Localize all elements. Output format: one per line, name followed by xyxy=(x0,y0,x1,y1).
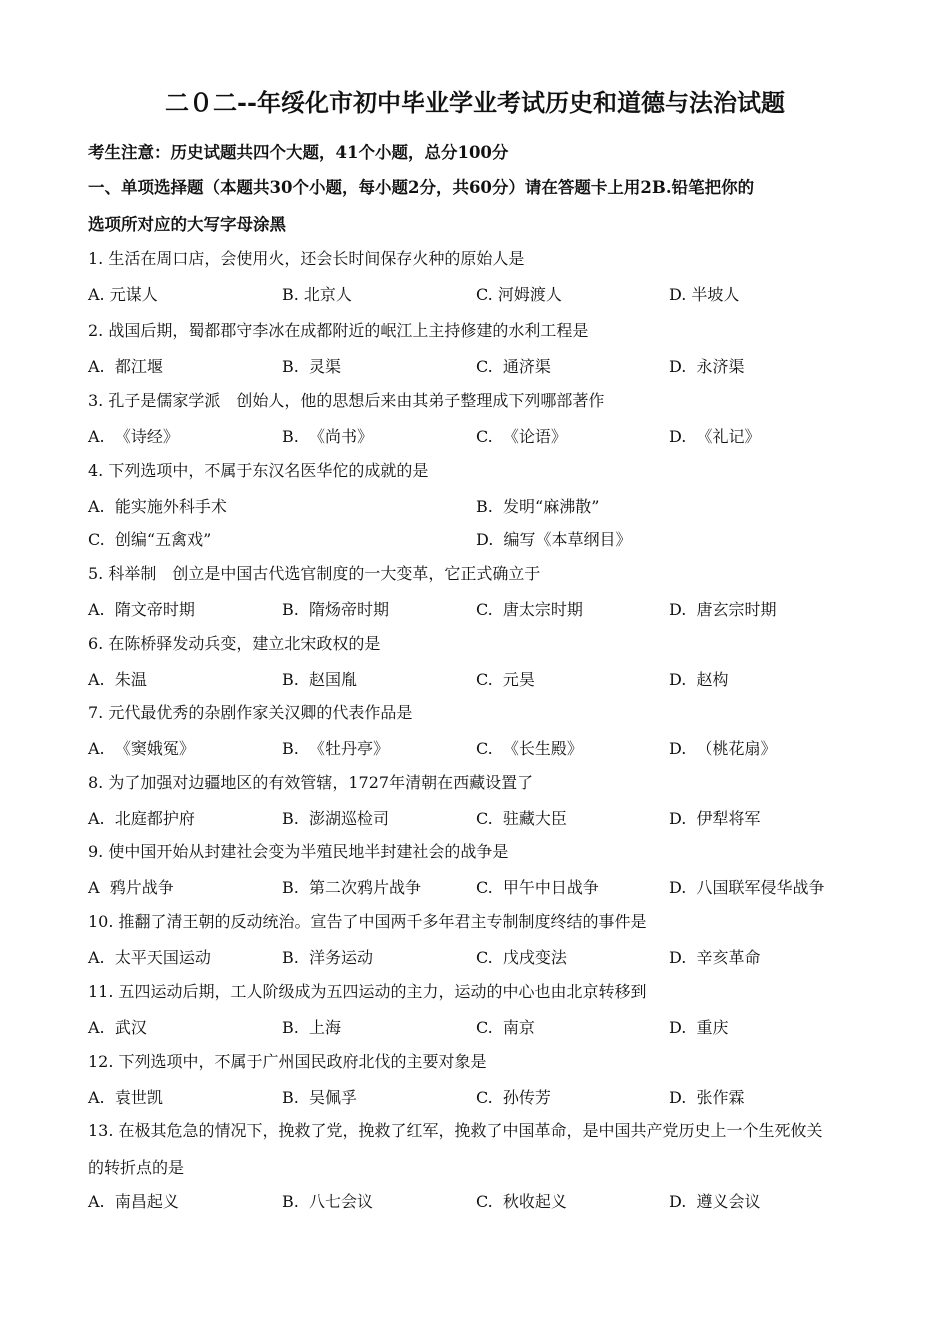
section-heading-cont: 选项所对应的大写字母涂黑 xyxy=(88,215,286,234)
option-d: D. 遵义会议 xyxy=(669,1192,761,1211)
question-stem: 10. 推翻了清王朝的反动统治。宣告了中国两千多年君主专制制度终结的事件是 xyxy=(88,912,647,931)
option-d: D. 重庆 xyxy=(669,1018,729,1037)
option-d: D. 唐玄宗时期 xyxy=(669,600,777,619)
option-a: A. 《窦娥冤》 xyxy=(88,739,195,758)
question-stem: 3. 孔子是儒家学派 创始人，他的思想后来由其弟子整理成下列哪部著作 xyxy=(88,391,605,410)
option-d: D. 辛亥革命 xyxy=(669,948,761,967)
question-stem: 12. 下列选项中，不属于广州国民政府北伐的主要对象是 xyxy=(88,1052,487,1071)
option-c: C. 戊戌变法 xyxy=(476,948,567,967)
option-b: B. 赵国胤 xyxy=(282,670,358,689)
option-b: B. 八七会议 xyxy=(282,1192,374,1211)
option-b: B. 第二次鸦片战争 xyxy=(282,878,422,897)
option-d: D. 伊犁将军 xyxy=(669,809,761,828)
option-a: A. 袁世凯 xyxy=(88,1088,163,1107)
option-b: B. 《牡丹亭》 xyxy=(282,739,390,758)
exam-notice: 考生注意：历史试题共四个大题，41个小题，总分100分 xyxy=(88,143,509,162)
question-stem: 5. 科举制 创立是中国古代选官制度的一大变革，它正式确立于 xyxy=(88,564,541,583)
option-c: C. 《论语》 xyxy=(476,427,567,446)
option-d: D. 张作霖 xyxy=(669,1088,745,1107)
question-stem: 8. 为了加强对边疆地区的有效管辖，1727年清朝在西藏设置了 xyxy=(88,773,534,792)
option-c: C. 河姆渡人 xyxy=(476,285,562,304)
option-b: B. 发明“麻沸散” xyxy=(476,497,600,516)
option-a: A. 武汉 xyxy=(88,1018,147,1037)
question-stem: 6. 在陈桥驿发动兵变，建立北宋政权的是 xyxy=(88,634,381,653)
section-heading: 一、单项选择题（本题共30个小题，每小题2分，共60分）请在答题卡上用2B.铅笔把你的 xyxy=(88,178,755,197)
option-b: B. 隋炀帝时期 xyxy=(282,600,390,619)
option-c: C. 元昊 xyxy=(476,670,535,689)
option-a: A 鸦片战争 xyxy=(88,878,174,897)
option-d: D. 编写《本草纲目》 xyxy=(476,530,632,549)
option-a: A. 朱温 xyxy=(88,670,147,689)
option-c: C. 唐太宗时期 xyxy=(476,600,583,619)
option-a: A. 南昌起义 xyxy=(88,1192,179,1211)
option-d: D. 《礼记》 xyxy=(669,427,761,446)
option-b: B. 灵渠 xyxy=(282,357,342,376)
option-a: A. 北庭都护府 xyxy=(88,809,195,828)
option-a: A. 能实施外科手术 xyxy=(88,497,227,516)
option-b: B. 吴佩孚 xyxy=(282,1088,358,1107)
option-d: D. （桃花扇》 xyxy=(669,739,777,758)
option-d: D. 半坡人 xyxy=(669,285,740,304)
option-b: B. 澎湖巡检司 xyxy=(282,809,390,828)
question-stem: 2. 战国后期，蜀都郡守李冰在成都附近的岷江上主持修建的水利工程是 xyxy=(88,321,589,340)
question-stem-cont: 的转折点的是 xyxy=(88,1158,185,1177)
option-a: A. 元谋人 xyxy=(88,285,158,304)
option-c: C. 甲午中日战争 xyxy=(476,878,599,897)
exam-title: 二０二--年绥化市初中毕业学业考试历史和道德与法治试题 xyxy=(165,88,785,117)
option-b: B. 上海 xyxy=(282,1018,342,1037)
option-c: C. 孙传芳 xyxy=(476,1088,551,1107)
option-b: B. 洋务运动 xyxy=(282,948,374,967)
option-b: B. 北京人 xyxy=(282,285,352,304)
option-b: B. 《尚书》 xyxy=(282,427,374,446)
option-c: C. 秋收起义 xyxy=(476,1192,567,1211)
option-d: D. 永济渠 xyxy=(669,357,745,376)
option-c: C. 创编“五禽戏” xyxy=(88,530,212,549)
question-stem: 7. 元代最优秀的杂剧作家关汉卿的代表作品是 xyxy=(88,703,413,722)
question-stem: 13. 在极其危急的情况下，挽救了党，挽救了红军，挽救了中国革命，是中国共产党历史上一个生死攸关 xyxy=(88,1121,823,1140)
question-stem: 4. 下列选项中，不属于东汉名医华佗的成就的是 xyxy=(88,461,429,480)
option-c: C. 驻藏大臣 xyxy=(476,809,567,828)
option-a: A. 《诗经》 xyxy=(88,427,179,446)
question-stem: 9. 使中国开始从封建社会变为半殖民地半封建社会的战争是 xyxy=(88,842,509,861)
option-a: A. 隋文帝时期 xyxy=(88,600,195,619)
option-a: A. 太平天国运动 xyxy=(88,948,211,967)
option-a: A. 都江堰 xyxy=(88,357,163,376)
option-d: D. 赵构 xyxy=(669,670,729,689)
option-c: C. 通济渠 xyxy=(476,357,551,376)
option-c: C. 《长生殿》 xyxy=(476,739,583,758)
option-c: C. 南京 xyxy=(476,1018,535,1037)
question-stem: 1. 生活在周口店，会使用火，还会长时间保存火种的原始人是 xyxy=(88,249,525,268)
question-stem: 11. 五四运动后期，工人阶级成为五四运动的主力，运动的中心也由北京转移到 xyxy=(88,982,647,1001)
option-d: D. 八国联军侵华战争 xyxy=(669,878,825,897)
